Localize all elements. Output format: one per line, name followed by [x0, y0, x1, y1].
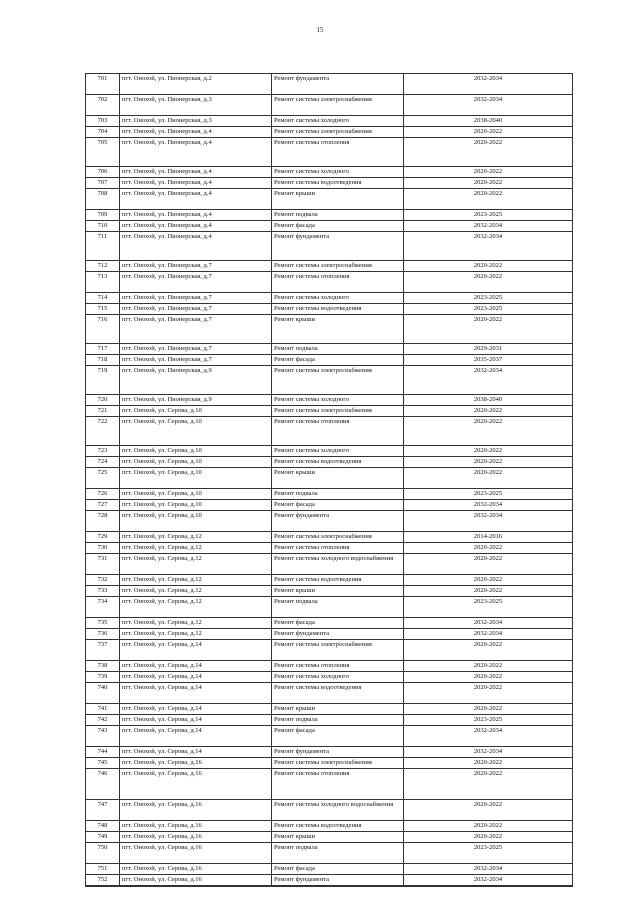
table-row [86, 210, 572, 221]
row-number-cell: 750 [86, 843, 120, 863]
work-type-cell: Ремонт системы холодного [272, 446, 404, 456]
row-number-cell: 719 [86, 366, 120, 394]
row-number-cell: 720 [86, 395, 120, 405]
work-type-cell: Ремонт системы электроснабжения [272, 640, 404, 660]
period-cell: 2020-2022 [473, 458, 503, 465]
row-number-cell: 746 [86, 769, 120, 799]
period-cell: 2032-2034 [473, 96, 503, 103]
table-row [86, 586, 572, 597]
table-row [86, 178, 572, 189]
work-type-cell: Ремонт крыши [272, 189, 404, 209]
row-number-cell: 717 [86, 344, 120, 354]
table-row [86, 74, 572, 95]
period-cell: 2032-2034 [473, 233, 503, 240]
address-cell: пгт. Онохой, ул. Пионерская, д.4 [120, 178, 272, 188]
work-type-cell: Ремонт крыши [272, 832, 404, 842]
period-cell: 2020-2022 [473, 641, 503, 648]
work-type-cell: Ремонт крыши [272, 468, 404, 488]
table-row [86, 395, 572, 406]
period-cell: 2032-2034 [473, 630, 503, 637]
address-cell: пгт. Онохой, ул. Серова, д.10 [120, 489, 272, 499]
period-cell: 2032-2034 [473, 876, 503, 883]
address-cell: пгт. Онохой, ул. Серова, д.10 [120, 500, 272, 510]
row-number-cell: 707 [86, 178, 120, 188]
table-row [86, 843, 572, 864]
address-cell: пгт. Онохой, ул. Серова, д.10 [120, 457, 272, 467]
table-row [86, 366, 572, 395]
row-number-cell: 705 [86, 138, 120, 166]
address-cell: пгт. Онохой, ул. Серова, д.14 [120, 747, 272, 757]
work-type-cell: Ремонт подвала [272, 489, 404, 499]
table-row [86, 304, 572, 315]
period-cell: 2032-2034 [473, 512, 503, 519]
row-number-cell: 745 [86, 758, 120, 768]
row-number-cell: 710 [86, 221, 120, 231]
work-type-cell: Ремонт подвала [272, 843, 404, 863]
table-row [86, 704, 572, 715]
table-row [86, 832, 572, 843]
address-cell: пгт. Онохой, ул. Пионерская, д.4 [120, 210, 272, 220]
period-cell: 2020-2022 [473, 168, 503, 175]
row-number-cell: 738 [86, 661, 120, 671]
table-row [86, 618, 572, 629]
address-cell: пгт. Онохой, ул. Серова, д.14 [120, 683, 272, 703]
period-cell: 2020-2022 [473, 418, 503, 425]
table-row [86, 138, 572, 167]
work-type-cell: Ремонт системы электроснабжения [272, 366, 404, 394]
row-number-cell: 737 [86, 640, 120, 660]
period-cell: 2020-2022 [473, 262, 503, 269]
work-type-cell: Ремонт фасада [272, 500, 404, 510]
work-type-cell: Ремонт системы отопления [272, 661, 404, 671]
period-cell: 2032-2034 [473, 865, 503, 872]
period-cell: 2038-2040 [473, 396, 503, 403]
row-number-cell: 744 [86, 747, 120, 757]
row-number-cell: 723 [86, 446, 120, 456]
table-row [86, 683, 572, 704]
row-number-cell: 749 [86, 832, 120, 842]
page-number: 15 [316, 26, 324, 34]
address-cell: пгт. Онохой, ул. Серова, д.12 [120, 532, 272, 542]
table-row [86, 532, 572, 543]
row-number-cell: 748 [86, 821, 120, 831]
row-number-cell: 713 [86, 272, 120, 292]
table-row [86, 597, 572, 618]
table-row [86, 661, 572, 672]
table-row [86, 554, 572, 575]
table-row [86, 821, 572, 832]
address-cell: пгт. Онохой, ул. Пионерская, д.2 [120, 74, 272, 94]
table-row [86, 500, 572, 511]
work-type-cell: Ремонт фундамента [272, 875, 404, 885]
work-type-cell: Ремонт системы водоотведения [272, 575, 404, 585]
address-cell: пгт. Онохой, ул. Серова, д.16 [120, 875, 272, 885]
period-cell: 2038-2040 [473, 117, 503, 124]
address-cell: пгт. Онохой, ул. Серова, д.12 [120, 618, 272, 628]
period-cell: 2029-2031 [473, 345, 503, 352]
work-type-cell: Ремонт системы водоотведения [272, 821, 404, 831]
address-cell: пгт. Онохой, ул. Пионерская, д.7 [120, 304, 272, 314]
work-type-cell: Ремонт фундамента [272, 747, 404, 757]
table-row [86, 355, 572, 366]
period-cell: 2023-2025 [473, 598, 503, 605]
work-type-cell: Ремонт фасада [272, 221, 404, 231]
address-cell: пгт. Онохой, ул. Пионерская, д.9 [120, 366, 272, 394]
address-cell: пгт. Онохой, ул. Серова, д.10 [120, 468, 272, 488]
period-cell: 2023-2025 [473, 294, 503, 301]
table-row [86, 406, 572, 417]
table-row [86, 800, 572, 821]
row-number-cell: 739 [86, 672, 120, 682]
table-row [86, 221, 572, 232]
row-number-cell: 701 [86, 74, 120, 94]
address-cell: пгт. Онохой, ул. Серова, д.16 [120, 769, 272, 799]
table-row [86, 127, 572, 138]
row-number-cell: 703 [86, 116, 120, 126]
address-cell: пгт. Онохой, ул. Серова, д.16 [120, 800, 272, 820]
period-cell: 2020-2022 [473, 128, 503, 135]
row-number-cell: 712 [86, 261, 120, 271]
row-number-cell: 715 [86, 304, 120, 314]
address-cell: пгт. Онохой, ул. Серова, д.12 [120, 543, 272, 553]
row-number-cell: 718 [86, 355, 120, 365]
row-number-cell: 709 [86, 210, 120, 220]
period-cell: 2020-2022 [473, 770, 503, 777]
period-cell: 2014-2016 [473, 533, 503, 540]
period-cell: 2020-2022 [473, 662, 503, 669]
work-type-cell: Ремонт системы водоотведения [272, 683, 404, 703]
table-row [86, 726, 572, 747]
work-type-cell: Ремонт фасада [272, 864, 404, 874]
period-cell: 2020-2022 [473, 447, 503, 454]
period-cell: 2020-2022 [473, 684, 503, 691]
work-type-cell: Ремонт системы электроснабжения [272, 406, 404, 416]
address-cell: пгт. Онохой, ул. Пионерская, д.9 [120, 395, 272, 405]
row-number-cell: 708 [86, 189, 120, 209]
row-number-cell: 711 [86, 232, 120, 260]
period-cell: 2023-2025 [473, 305, 503, 312]
work-type-cell: Ремонт фундамента [272, 629, 404, 639]
address-cell: пгт. Онохой, ул. Серова, д.14 [120, 661, 272, 671]
address-cell: пгт. Онохой, ул. Пионерская, д.4 [120, 138, 272, 166]
address-cell: пгт. Онохой, ул. Серова, д.14 [120, 672, 272, 682]
work-type-cell: Ремонт крыши [272, 586, 404, 596]
table-row [86, 511, 572, 532]
address-cell: пгт. Онохой, ул. Пионерская, д.7 [120, 355, 272, 365]
work-type-cell: Ремонт системы водоотведения [272, 457, 404, 467]
period-cell: 2020-2022 [473, 576, 503, 583]
work-type-cell: Ремонт системы отопления [272, 417, 404, 445]
table-row [86, 640, 572, 661]
period-cell: 2023-2025 [473, 844, 503, 851]
table-row [86, 468, 572, 489]
work-type-cell: Ремонт системы холодного водоснабжения [272, 554, 404, 574]
address-cell: пгт. Онохой, ул. Пионерская, д.7 [120, 261, 272, 271]
address-cell: пгт. Онохой, ул. Пионерская, д.3 [120, 95, 272, 115]
table-row [86, 715, 572, 726]
address-cell: пгт. Онохой, ул. Пионерская, д.4 [120, 232, 272, 260]
address-cell: пгт. Онохой, ул. Серова, д.16 [120, 843, 272, 863]
address-cell: пгт. Онохой, ул. Серова, д.12 [120, 554, 272, 574]
work-type-cell: Ремонт подвала [272, 597, 404, 617]
period-cell: 2023-2025 [473, 490, 503, 497]
address-cell: пгт. Онохой, ул. Серова, д.16 [120, 832, 272, 842]
row-number-cell: 743 [86, 726, 120, 746]
work-type-cell: Ремонт фасада [272, 726, 404, 746]
address-cell: пгт. Онохой, ул. Серова, д.12 [120, 586, 272, 596]
work-type-cell: Ремонт подвала [272, 210, 404, 220]
address-cell: пгт. Онохой, ул. Серова, д.10 [120, 446, 272, 456]
period-cell: 2032-2034 [473, 222, 503, 229]
table-row [86, 457, 572, 468]
row-number-cell: 728 [86, 511, 120, 531]
work-type-cell: Ремонт системы водоотведения [272, 178, 404, 188]
table-row [86, 489, 572, 500]
address-cell: пгт. Онохой, ул. Серова, д.14 [120, 715, 272, 725]
work-type-cell: Ремонт фасада [272, 618, 404, 628]
table-row [86, 672, 572, 683]
table-row [86, 189, 572, 210]
period-cell: 2020-2022 [473, 179, 503, 186]
address-cell: пгт. Онохой, ул. Пионерская, д.4 [120, 127, 272, 137]
work-type-cell: Ремонт системы электроснабжения [272, 261, 404, 271]
row-number-cell: 731 [86, 554, 120, 574]
period-cell: 2032-2034 [473, 748, 503, 755]
row-number-cell: 726 [86, 489, 120, 499]
address-cell: пгт. Онохой, ул. Серова, д.10 [120, 406, 272, 416]
period-cell: 2020-2022 [473, 759, 503, 766]
table-row [86, 769, 572, 800]
table-row [86, 232, 572, 261]
period-cell: 2020-2022 [473, 544, 503, 551]
period-cell: 2032-2034 [473, 75, 503, 82]
table-row [86, 272, 572, 293]
row-number-cell: 714 [86, 293, 120, 303]
address-cell: пгт. Онохой, ул. Серова, д.10 [120, 417, 272, 445]
period-cell: 2023-2025 [473, 211, 503, 218]
work-type-cell: Ремонт системы холодного [272, 672, 404, 682]
work-type-cell: Ремонт системы отопления [272, 769, 404, 799]
table-row [86, 167, 572, 178]
work-type-cell: Ремонт системы электроснабжения [272, 127, 404, 137]
address-cell: пгт. Онохой, ул. Пионерская, д.4 [120, 167, 272, 177]
period-cell: 2032-2034 [473, 501, 503, 508]
address-cell: пгт. Онохой, ул. Пионерская, д.4 [120, 189, 272, 209]
address-cell: пгт. Онохой, ул. Серова, д.16 [120, 864, 272, 874]
table-row [86, 95, 572, 116]
work-type-cell: Ремонт крыши [272, 315, 404, 343]
work-type-cell: Ремонт подвала [272, 344, 404, 354]
work-type-cell: Ремонт системы холодного [272, 167, 404, 177]
row-number-cell: 725 [86, 468, 120, 488]
address-cell: пгт. Онохой, ул. Серова, д.16 [120, 821, 272, 831]
address-cell: пгт. Онохой, ул. Серова, д.12 [120, 629, 272, 639]
address-cell: пгт. Онохой, ул. Серова, д.14 [120, 640, 272, 660]
work-type-cell: Ремонт системы отопления [272, 138, 404, 166]
address-cell: пгт. Онохой, ул. Серова, д.14 [120, 704, 272, 714]
row-number-cell: 751 [86, 864, 120, 874]
row-number-cell: 706 [86, 167, 120, 177]
period-cell: 2032-2034 [473, 367, 503, 374]
work-type-cell: Ремонт фасада [272, 355, 404, 365]
address-cell: пгт. Онохой, ул. Серова, д.12 [120, 597, 272, 617]
period-cell: 2020-2022 [473, 139, 503, 146]
period-cell: 2020-2022 [473, 555, 503, 562]
table-row [86, 758, 572, 769]
table-row [86, 344, 572, 355]
row-number-cell: 724 [86, 457, 120, 467]
period-cell: 2020-2022 [473, 190, 503, 197]
work-type-cell: Ремонт системы холодного [272, 395, 404, 405]
table-row [86, 116, 572, 127]
row-number-cell: 730 [86, 543, 120, 553]
work-type-cell: Ремонт системы электроснабжения [272, 95, 404, 115]
row-number-cell: 736 [86, 629, 120, 639]
period-cell: 2023-2025 [473, 716, 503, 723]
work-type-cell: Ремонт крыши [272, 704, 404, 714]
row-number-cell: 729 [86, 532, 120, 542]
row-number-cell: 734 [86, 597, 120, 617]
row-number-cell: 740 [86, 683, 120, 703]
row-number-cell: 742 [86, 715, 120, 725]
work-type-cell: Ремонт подвала [272, 715, 404, 725]
period-cell: 2032-2034 [473, 619, 503, 626]
address-cell: пгт. Онохой, ул. Пионерская, д.4 [120, 221, 272, 231]
row-number-cell: 732 [86, 575, 120, 585]
work-type-cell: Ремонт системы отопления [272, 272, 404, 292]
table-row [86, 446, 572, 457]
row-number-cell: 747 [86, 800, 120, 820]
work-type-cell: Ремонт фундамента [272, 232, 404, 260]
table-row [86, 575, 572, 586]
row-number-cell: 722 [86, 417, 120, 445]
period-cell: 2020-2022 [473, 273, 503, 280]
table-row [86, 543, 572, 554]
address-cell: пгт. Онохой, ул. Пионерская, д.7 [120, 293, 272, 303]
work-type-cell: Ремонт фундамента [272, 74, 404, 94]
period-cell: 2020-2022 [473, 469, 503, 476]
address-cell: пгт. Онохой, ул. Пионерская, д.7 [120, 272, 272, 292]
table-row [86, 315, 572, 344]
row-number-cell: 752 [86, 875, 120, 885]
period-cell: 2020-2022 [473, 316, 503, 323]
address-cell: пгт. Онохой, ул. Серова, д.16 [120, 758, 272, 768]
period-cell: 2020-2022 [473, 587, 503, 594]
address-cell: пгт. Онохой, ул. Пионерская, д.3 [120, 116, 272, 126]
period-cell: 2020-2022 [473, 407, 503, 414]
work-type-cell: Ремонт фундамента [272, 511, 404, 531]
period-cell: 2020-2022 [473, 833, 503, 840]
work-type-cell: Ремонт системы электроснабжения [272, 758, 404, 768]
table-row [86, 261, 572, 272]
work-type-cell: Ремонт системы холодного [272, 116, 404, 126]
row-number-cell: 727 [86, 500, 120, 510]
row-number-cell: 721 [86, 406, 120, 416]
row-number-cell: 741 [86, 704, 120, 714]
table-row [86, 629, 572, 640]
work-type-cell: Ремонт системы электроснабжения [272, 532, 404, 542]
address-cell: пгт. Онохой, ул. Пионерская, д.7 [120, 344, 272, 354]
table-row [86, 875, 572, 886]
period-cell: 2020-2022 [473, 801, 503, 808]
table-row [86, 417, 572, 446]
work-type-cell: Ремонт системы водоотведения [272, 304, 404, 314]
period-cell: 2020-2022 [473, 705, 503, 712]
address-cell: пгт. Онохой, ул. Серова, д.10 [120, 511, 272, 531]
work-type-cell: Ремонт системы отопления [272, 543, 404, 553]
address-cell: пгт. Онохой, ул. Серова, д.12 [120, 575, 272, 585]
work-type-cell: Ремонт системы холодного водоснабжения [272, 800, 404, 820]
address-cell: пгт. Онохой, ул. Пионерская, д.7 [120, 315, 272, 343]
repair-schedule-table [85, 73, 573, 887]
period-cell: 2032-2034 [473, 727, 503, 734]
table-row [86, 293, 572, 304]
row-number-cell: 716 [86, 315, 120, 343]
work-type-cell: Ремонт системы холодного [272, 293, 404, 303]
period-cell: 2020-2022 [473, 822, 503, 829]
row-number-cell: 702 [86, 95, 120, 115]
table-row [86, 747, 572, 758]
table-row [86, 864, 572, 875]
period-cell: 2035-2037 [473, 356, 503, 363]
period-cell: 2020-2022 [473, 673, 503, 680]
row-number-cell: 704 [86, 127, 120, 137]
row-number-cell: 733 [86, 586, 120, 596]
row-number-cell: 735 [86, 618, 120, 628]
address-cell: пгт. Онохой, ул. Серова, д.14 [120, 726, 272, 746]
